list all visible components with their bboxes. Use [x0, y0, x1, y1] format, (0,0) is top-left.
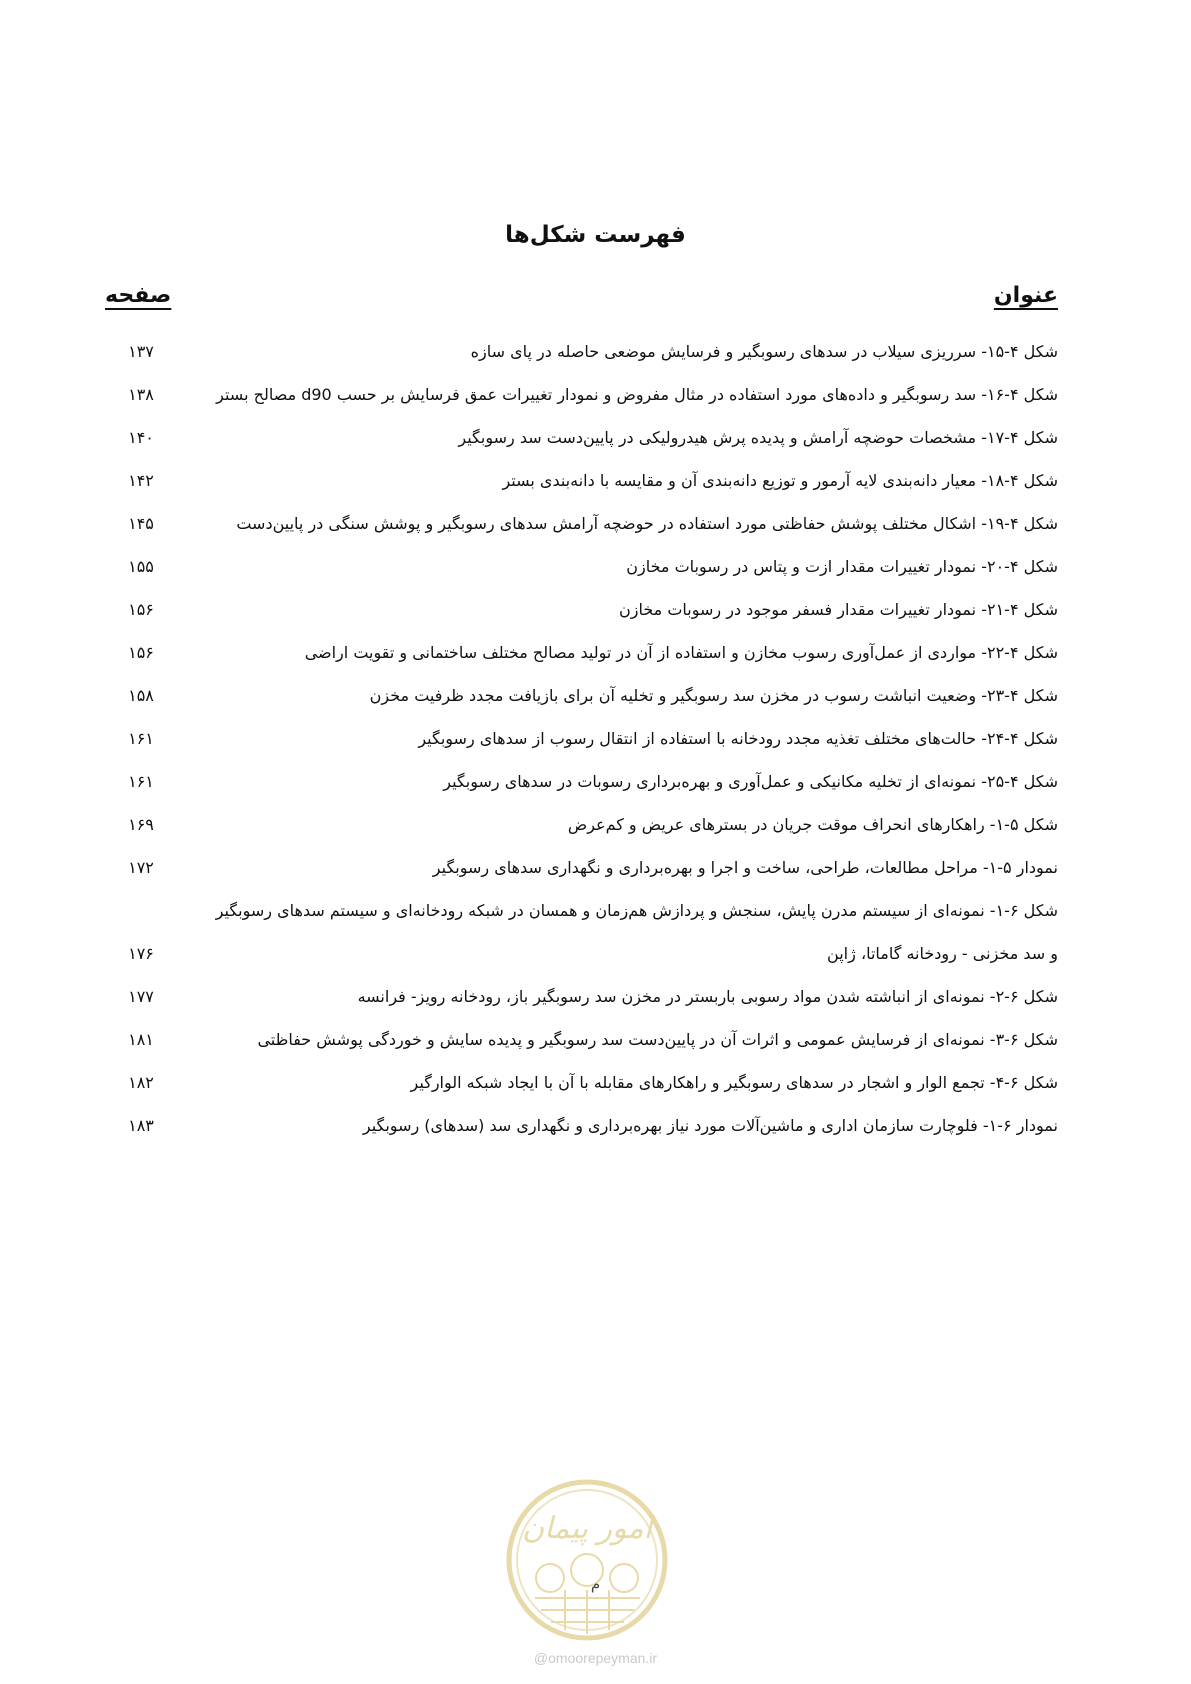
entry-title: شکل ۵-۱- راهکارهای انحراف موقت جریان در بسترهای عریض و کم‌عرض [567, 815, 1058, 834]
website-watermark [0, 1650, 1191, 1666]
entry-title: شکل ۴-۲۲- مواردی از عمل‌آوری رسوب مخازن و استفاده از آن در تولید مصالح مختلف ساختمانی و تقویت اراضی [304, 643, 1058, 662]
figure-list [105, 330, 1058, 1147]
entry-page-number: ۱۶۹ [128, 815, 154, 834]
logo-lettering: امور پیمان [522, 1511, 652, 1546]
at-icon: @ [533, 1650, 549, 1666]
entry-title: شکل ۴-۲۱- نمودار تغییرات مقدار فسفر موجود در رسوبات مخازن [619, 600, 1058, 619]
entry-title: شکل ۴-۲۴- حالت‌های مختلف تغذیه مجدد رودخانه با استفاده از انتقال رسوب از سدهای رسوبگیر [418, 729, 1058, 748]
entry-page-number: ۱۶۱ [128, 729, 154, 748]
list-item[interactable] [105, 674, 1058, 717]
entry-page-number: ۱۸۳ [128, 1116, 154, 1135]
entry-title-line-1: شکل ۶-۱- نمونه‌ای از سیستم مدرن پایش، سنجش و پردازش هم‌زمان و همسان در شبکه رودخانه‌ای و سیستم سدهای رسوبگیر [215, 901, 1058, 920]
entry-page-number: ۱۵۶ [128, 643, 154, 662]
entry-title: شکل ۴-۱۹- اشکال مختلف پوشش حفاظتی مورد استفاده در حوضچه آرامش سدهای رسوبگیر و پوشش سنگی در پایین‌دست [236, 514, 1058, 533]
column-header-page: صفحه [105, 283, 172, 308]
list-item[interactable] [105, 760, 1058, 803]
list-item[interactable] [105, 975, 1058, 1018]
entry-title: شکل ۴-۱۸- معیار دانه‌بندی لایه آرمور و توزیع دانه‌بندی آن و مقایسه با دانه‌بندی بستر [502, 471, 1058, 490]
list-item[interactable] [105, 1061, 1058, 1104]
entry-title: شکل ۴-۱۷- مشخصات حوضچه آرامش و پدیده پرش هیدرولیکی در پایین‌دست سد رسوبگیر [458, 428, 1058, 447]
entry-title: شکل ۶-۴- تجمع الوار و اشجار در سدهای رسوبگیر و راهکارهای مقابله با آن با ایجاد شبکه الوارگیر [410, 1073, 1058, 1092]
entry-page-number: ۱۵۸ [128, 686, 154, 705]
list-item[interactable] [105, 502, 1058, 545]
entry-page-number: ۱۳۸ [128, 385, 154, 404]
entry-title [105, 889, 1058, 975]
entry-page-number: ۱۵۶ [128, 600, 154, 619]
entry-title: شکل ۴-۱۶- سد رسوبگیر و داده‌های مورد استفاده در مثال مفروض و نمودار تغییرات عمق فرسایش بر حسب d90 مصالح بستر [216, 385, 1058, 404]
entry-title-line-2: و سد مخزنی - رودخانه گاماتا، ژاپن [827, 944, 1058, 963]
entry-title: شکل ۶-۳- نمونه‌ای از فرسایش عمومی و اثرات آن در پایین‌دست سد رسوبگیر و پدیده سایش و خوردگی پوشش حفاظتی [257, 1030, 1058, 1049]
entry-page-number: ۱۸۲ [128, 1073, 154, 1092]
entry-page-number: ۱۶۱ [128, 772, 154, 791]
entry-page-number: ۱۴۵ [128, 514, 154, 533]
list-item[interactable] [105, 1104, 1058, 1147]
watermark-logo-icon [505, 1478, 670, 1643]
list-item[interactable] [105, 803, 1058, 846]
page-number: م [590, 1575, 601, 1593]
entry-title: نمودار ۶-۱- فلوچارت سازمان اداری و ماشین‌آلات مورد نیاز بهره‌برداری و نگهداری سد (سدهای) رسوبگیر [362, 1116, 1058, 1135]
entry-title: شکل ۴-۱۵- سرریزی سیلاب در سدهای رسوبگیر و فرسایش موضعی حاصله در پای سازه [470, 342, 1058, 361]
entry-page-number: ۱۷۶ [128, 944, 154, 963]
entry-title: شکل ۴-۲۵- نمونه‌ای از تخلیه مکانیکی و عمل‌آوری و بهره‌برداری رسوبات در سدهای رسوبگیر [443, 772, 1058, 791]
entry-title: شکل ۴-۲۳- وضعیت انباشت رسوب در مخزن سد رسوبگیر و تخلیه آن برای بازیافت مجدد ظرفیت مخزن [369, 686, 1058, 705]
list-item[interactable] [105, 588, 1058, 631]
website-text: omoorepeyman.ir [548, 1650, 658, 1666]
entry-page-number: ۱۷۷ [128, 987, 154, 1006]
column-header-row [105, 283, 1058, 319]
entry-title: نمودار ۵-۱- مراحل مطالعات، طراحی، ساخت و اجرا و بهره‌برداری و نگهداری سدهای رسوبگیر [432, 858, 1058, 877]
entry-page-number: ۱۴۰ [128, 428, 154, 447]
list-item[interactable] [105, 846, 1058, 889]
entry-page-number: ۱۵۵ [128, 557, 154, 576]
page-title: فهرست شکل‌ها [505, 222, 686, 248]
column-header-title: عنوان [993, 283, 1058, 308]
list-item[interactable] [105, 545, 1058, 588]
list-item[interactable] [105, 889, 1058, 975]
list-item[interactable] [105, 330, 1058, 373]
list-item[interactable] [105, 631, 1058, 674]
list-item[interactable] [105, 459, 1058, 502]
entry-page-number: ۱۳۷ [128, 342, 154, 361]
entry-page-number: ۱۸۱ [128, 1030, 154, 1049]
list-item[interactable] [105, 717, 1058, 760]
entry-page-number: ۱۷۲ [128, 858, 154, 877]
list-item[interactable] [105, 416, 1058, 459]
list-item[interactable] [105, 1018, 1058, 1061]
entry-title: شکل ۴-۲۰- نمودار تغییرات مقدار ازت و پتاس در رسوبات مخازن [626, 557, 1058, 576]
list-item[interactable] [105, 373, 1058, 416]
entry-page-number: ۱۴۲ [128, 471, 154, 490]
entry-title: شکل ۶-۲- نمونه‌ای از انباشته شدن مواد رسوبی باربستر در مخزن سد رسوبگیر باز، رودخانه رویز- فرانسه [357, 987, 1058, 1006]
